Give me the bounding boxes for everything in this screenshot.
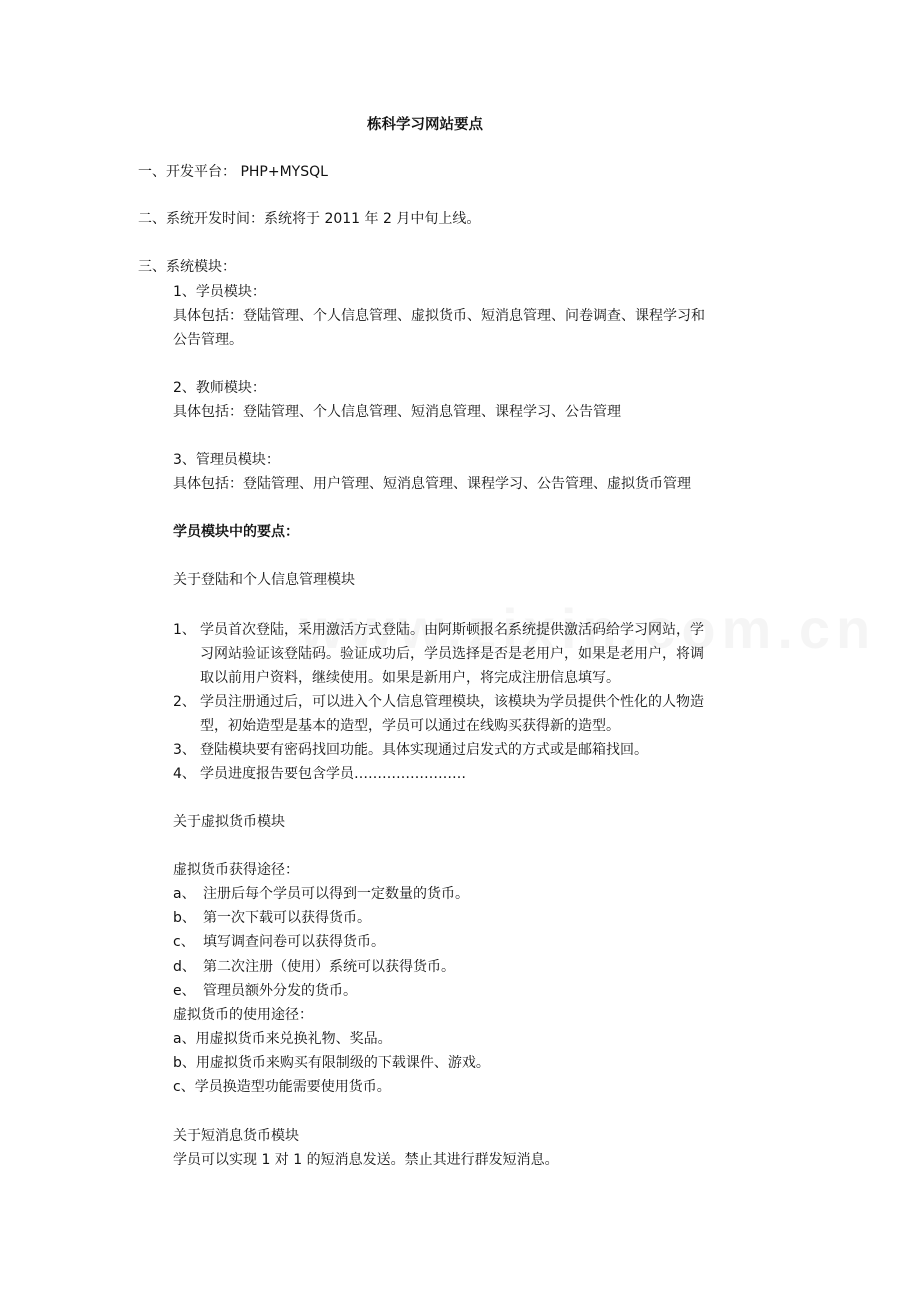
dev-time-line: 二、系统开发时间：系统将于 2011 年 2 月中旬上线。 (138, 211, 481, 227)
list-item: a、用虚拟货币来兑换礼物、奖品。 (173, 1031, 392, 1047)
list-item-line: 习网站验证该登陆码。验证成功后，学员选择是否是老用户，如果是老用户，将调 (200, 646, 704, 662)
list-item: 管理员额外分发的货币。 (203, 983, 357, 999)
list-item-line: 学员进度报告要包含学员…………………… (200, 766, 466, 782)
currency-use-heading: 虚拟货币的使用途径： (173, 1007, 313, 1023)
list-item: c、学员换造型功能需要使用货币。 (173, 1079, 391, 1095)
list-item: 填写调查问卷可以获得货币。 (203, 934, 385, 950)
teacher-module-detail: 具体包括：登陆管理、个人信息管理、短消息管理、课程学习、公告管理 (173, 404, 621, 420)
currency-obtain-heading: 虚拟货币获得途径： (173, 862, 299, 878)
student-module-detail-2: 公告管理。 (173, 332, 243, 348)
student-module-heading: 1、学员模块： (173, 284, 266, 300)
key-points-heading: 学员模块中的要点： (173, 524, 299, 540)
list-item-line: 取以前用户资料，继续使用。如果是新用户，将完成注册信息填写。 (200, 670, 620, 686)
list-marker: c、 (173, 934, 195, 950)
list-item-line: 学员首次登陆，采用激活方式登陆。由阿斯顿报名系统提供激活码给学习网站，学 (200, 622, 704, 638)
currency-section-title: 关于虚拟货币模块 (173, 814, 285, 830)
list-number: 1、 (173, 622, 196, 638)
modules-heading: 三、系统模块： (138, 259, 236, 275)
list-number: 4、 (173, 766, 196, 782)
document-title: 栋科学习网站要点 (367, 117, 483, 133)
platform-line: 一、开发平台： PHP+MYSQL (138, 164, 328, 180)
sms-detail: 学员可以实现 1 对 1 的短消息发送。禁止其进行群发短消息。 (173, 1152, 559, 1168)
admin-module-heading: 3、管理员模块： (173, 452, 280, 468)
teacher-module-heading: 2、教师模块： (173, 380, 266, 396)
login-section-title: 关于登陆和个人信息管理模块 (173, 572, 355, 588)
list-marker: a、 (173, 886, 196, 902)
list-marker: d、 (173, 959, 196, 975)
list-item: 第二次注册（使用）系统可以获得货币。 (203, 959, 455, 975)
list-number: 2、 (173, 694, 196, 710)
sms-section-title: 关于短消息货币模块 (173, 1128, 299, 1144)
list-item: b、用虚拟货币来购买有限制级的下载课件、游戏。 (173, 1055, 490, 1071)
list-number: 3、 (173, 742, 196, 758)
list-item-line: 学员注册通过后，可以进入个人信息管理模块，该模块为学员提供个性化的人物造 (200, 694, 704, 710)
list-item: 第一次下载可以获得货币。 (203, 910, 371, 926)
list-marker: e、 (173, 983, 196, 999)
list-item: 注册后每个学员可以得到一定数量的货币。 (203, 886, 469, 902)
student-module-detail-1: 具体包括：登陆管理、个人信息管理、虚拟货币、短消息管理、问卷调查、课程学习和 (173, 308, 705, 324)
list-marker: b、 (173, 910, 196, 926)
list-item-line: 型，初始造型是基本的造型，学员可以通过在线购买获得新的造型。 (200, 718, 620, 734)
admin-module-detail: 具体包括：登陆管理、用户管理、短消息管理、课程学习、公告管理、虚拟货币管理 (173, 476, 691, 492)
list-item-line: 登陆模块要有密码找回功能。具体实现通过启发式的方式或是邮箱找回。 (200, 742, 648, 758)
